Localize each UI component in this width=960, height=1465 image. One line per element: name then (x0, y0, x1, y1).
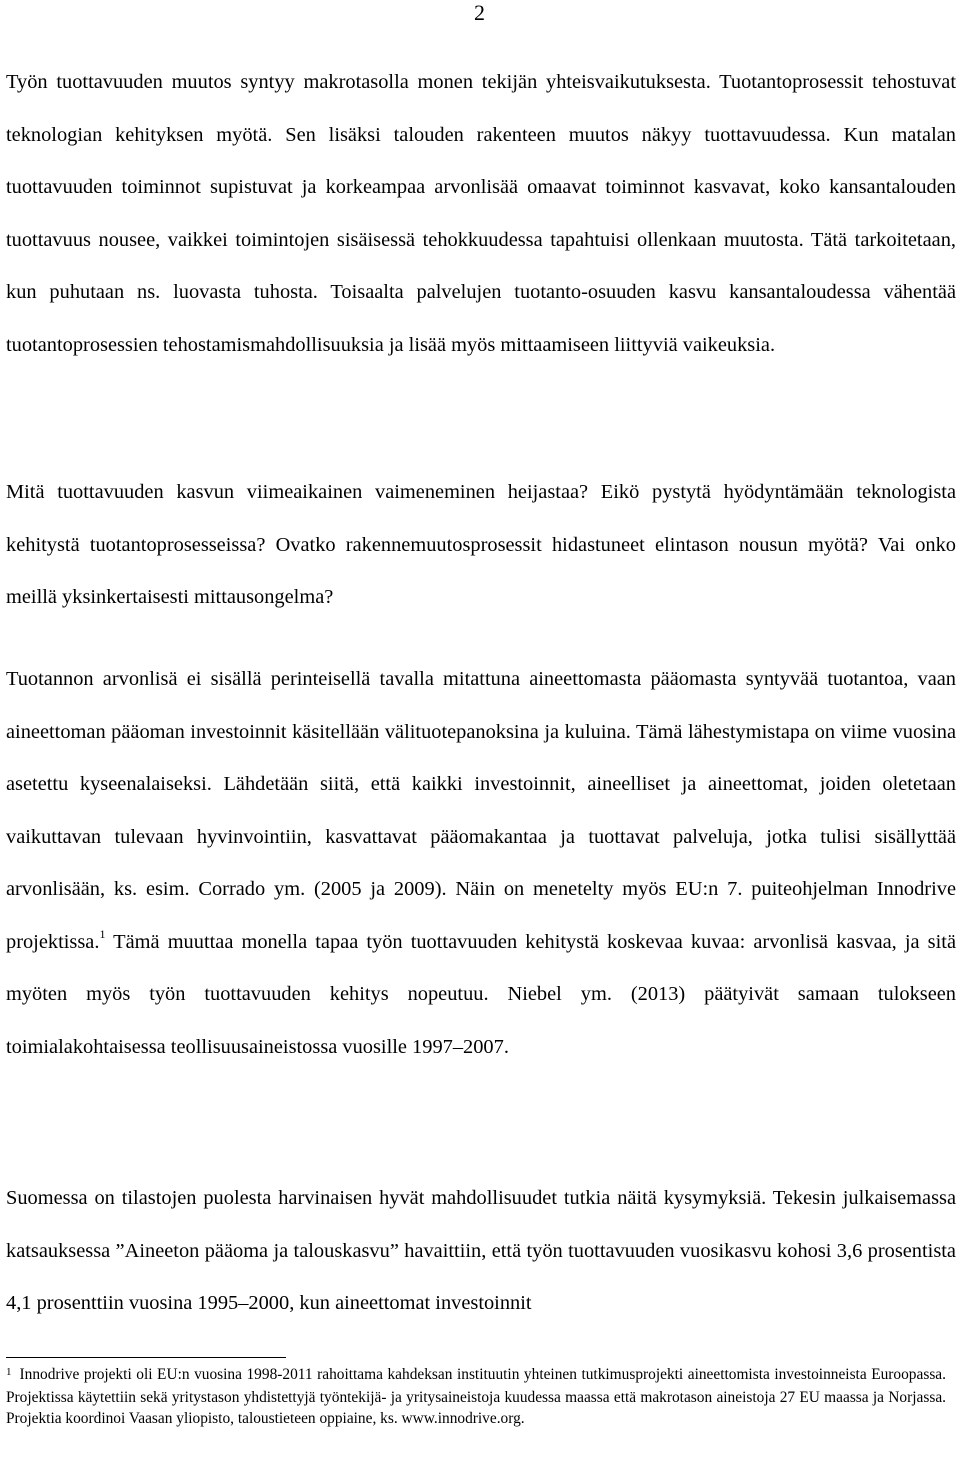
footnote (6, 1364, 946, 1429)
footnote-reference[interactable]: 1 (99, 926, 106, 941)
footnote-mark: 1 (6, 1366, 12, 1378)
paragraph-finland-statistics: Suomessa on tilastojen puolesta harvinaisen hyvät mahdollisuudet tutkia näitä kysymyksiä. Tekesin julkaisemassa katsauksessa ”Aineeton pääoma ja talouskasvu” havaittiin, että työn tuottavuuden vuosikasvu kohosi 3,6 prosentista 4,1 prosenttiin vuosina 1995–2000, kun aineettomat investoinnit (6, 1187, 956, 1314)
paragraph-productivity-change: Työn tuottavuuden muutos syntyy makrotasolla monen tekijän yhteisvaikutuksesta. Tuotantoprosessit tehostuvat teknologian kehityksen myötä. Sen lisäksi talouden rakenteen muutos näkyy tuottavuudessa. Kun matalan tuottavuuden toiminnot supistuvat ja korkeampaa arvonlisää omaavat toiminnot kasvavat, koko kansantalouden tuottavuus nousee, vaikkei toimintojen sisäisessä tehokkuudessa tapahtuisi ollenkaan muutosta. Tätä tarkoitetaan, kun puhutaan ns. luovasta tuhosta. Toisaalta palvelujen tuotanto-osuuden kasvu kansantaloudessa vähentää tuotantoprosessien tehostamismahdollisuuksia ja lisää myös mittaamiseen liittyviä vaikeuksia. (6, 71, 956, 356)
paragraph-questions: Mitä tuottavuuden kasvun viimeaikainen vaimeneminen heijastaa? Eikö pystytä hyödyntämään teknologista kehitystä tuotantoprosesseissa? Ovatko rakennemuutosprosessit hidastuneet elintason nousun myötä? Vai onko meillä yksinkertaisesti mittausongelma? (6, 481, 956, 608)
paragraph-text-after-note: Tämä muuttaa monella tapaa työn tuottavuuden kehitystä koskevaa kuvaa: arvonlisä kasvaa, ja sitä myöten myös työn tuottavuuden kehitys nopeutuu. Niebel ym. (2013) päätyivät samaan tulokseen toimialakohtaisessa teollisuusaineistossa vuosille 1997–2007. (6, 930, 956, 1058)
paragraph-intangible-capital (6, 653, 956, 1073)
paragraph-text-before-note: Tuotannon arvonlisä ei sisällä perinteisellä tavalla mitattuna aineettomasta pääomasta syntyvää tuotantoa, vaan aineettoman pääoman investoinnit käsitellään välituotepanoksina ja kuluina. Tämä lähestymistapa on viime vuosina asetettu kyseenalaiseksi. Lähdetään siitä, että kaikki investoinnit, aineelliset ja aineettomat, joiden oletetaan vaikuttavan tulevaan hyvinvointiin, kasvattavat pääomakantaa ja tuottavat palveluja, jotka tulisi sisällyttää arvonlisään, ks. esim. Corrado ym. (2005 ja 2009). Näin on menetelty myös EU:n 7. puiteohjelman Innodrive projektissa. (6, 668, 956, 953)
footnote-text: Innodrive projekti oli EU:n vuosina 1998-2011 rahoittama kahdeksan instituutin yhteinen tutkimusprojekti aineettomista investoinneista Euroopassa. Projektissa käytettiin sekä yritystason yhdistettyjä työntekijä- ja yritysaineistoja kuudessa maassa että makrotason aineistoja 27 EU maassa ja Norjassa. Projektia koordinoi Vaasan yliopisto, taloustieteen oppiaine, ks. www.innodrive.org. (6, 1366, 946, 1427)
footnote-separator (6, 1357, 286, 1358)
page-number: 2 (474, 0, 485, 25)
